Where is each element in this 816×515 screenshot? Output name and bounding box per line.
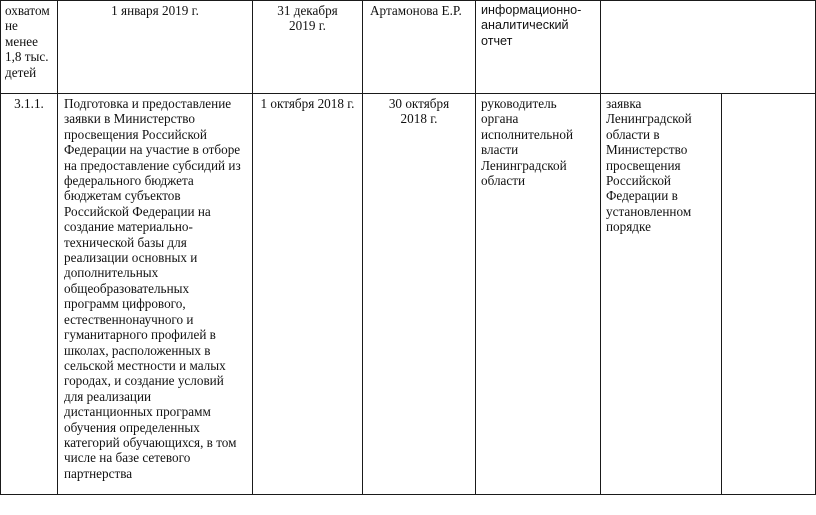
table-border-bottom <box>0 494 816 495</box>
col-divider-4 <box>475 0 476 495</box>
row1-responsible-cell: Артамонова Е.Р. <box>370 3 462 18</box>
row2-start-date-cell: 1 октября 2018 г. <box>260 96 355 111</box>
row1-end-date-cell: 31 декабря 2019 г. <box>277 3 338 34</box>
col-divider-2 <box>252 0 253 495</box>
row1-coverage-cell: охватом не менее 1,8 тыс. детей <box>5 3 50 80</box>
row2-description-cell: Подготовка и предоставление заявки в Министерство просвещения Российской Федерации на участие в отборе на предоставление субсидий из федерального бюджета бюджетам субъектов Российской Федерации на создание материально- технической базы для реализации основных и дополнительных общеобразовательных программ цифрового, естественнонаучного и гуманитарного профилей в школах, расположенных в сельской местности и малых городах, и создание условий для реализации дистанционных программ обучения определенных категорий обучающихся, в том числе на базе сетевого партнерства <box>64 96 241 481</box>
row2-responsible-cell: руководитель органа исполнительной власти Ленинградской области <box>481 96 574 189</box>
col-divider-0 <box>0 0 1 495</box>
row2-item-number-cell: 3.1.1. <box>14 96 44 111</box>
col-divider-3 <box>362 0 363 495</box>
col-divider-1 <box>57 0 58 495</box>
col-divider-5 <box>600 0 601 495</box>
row1-result-cell: информационно- аналитический отчет <box>481 3 582 48</box>
col-divider-6 <box>721 93 722 495</box>
row2-result-cell: заявка Ленинградской области в Министерство просвещения Российской Федерации в установленном порядке <box>606 96 692 235</box>
row2-end-date-cell: 30 октября 2018 г. <box>388 96 450 127</box>
table-border-top <box>0 0 816 1</box>
row-divider <box>0 93 816 94</box>
row1-start-date-cell: 1 января 2019 г. <box>111 3 199 18</box>
